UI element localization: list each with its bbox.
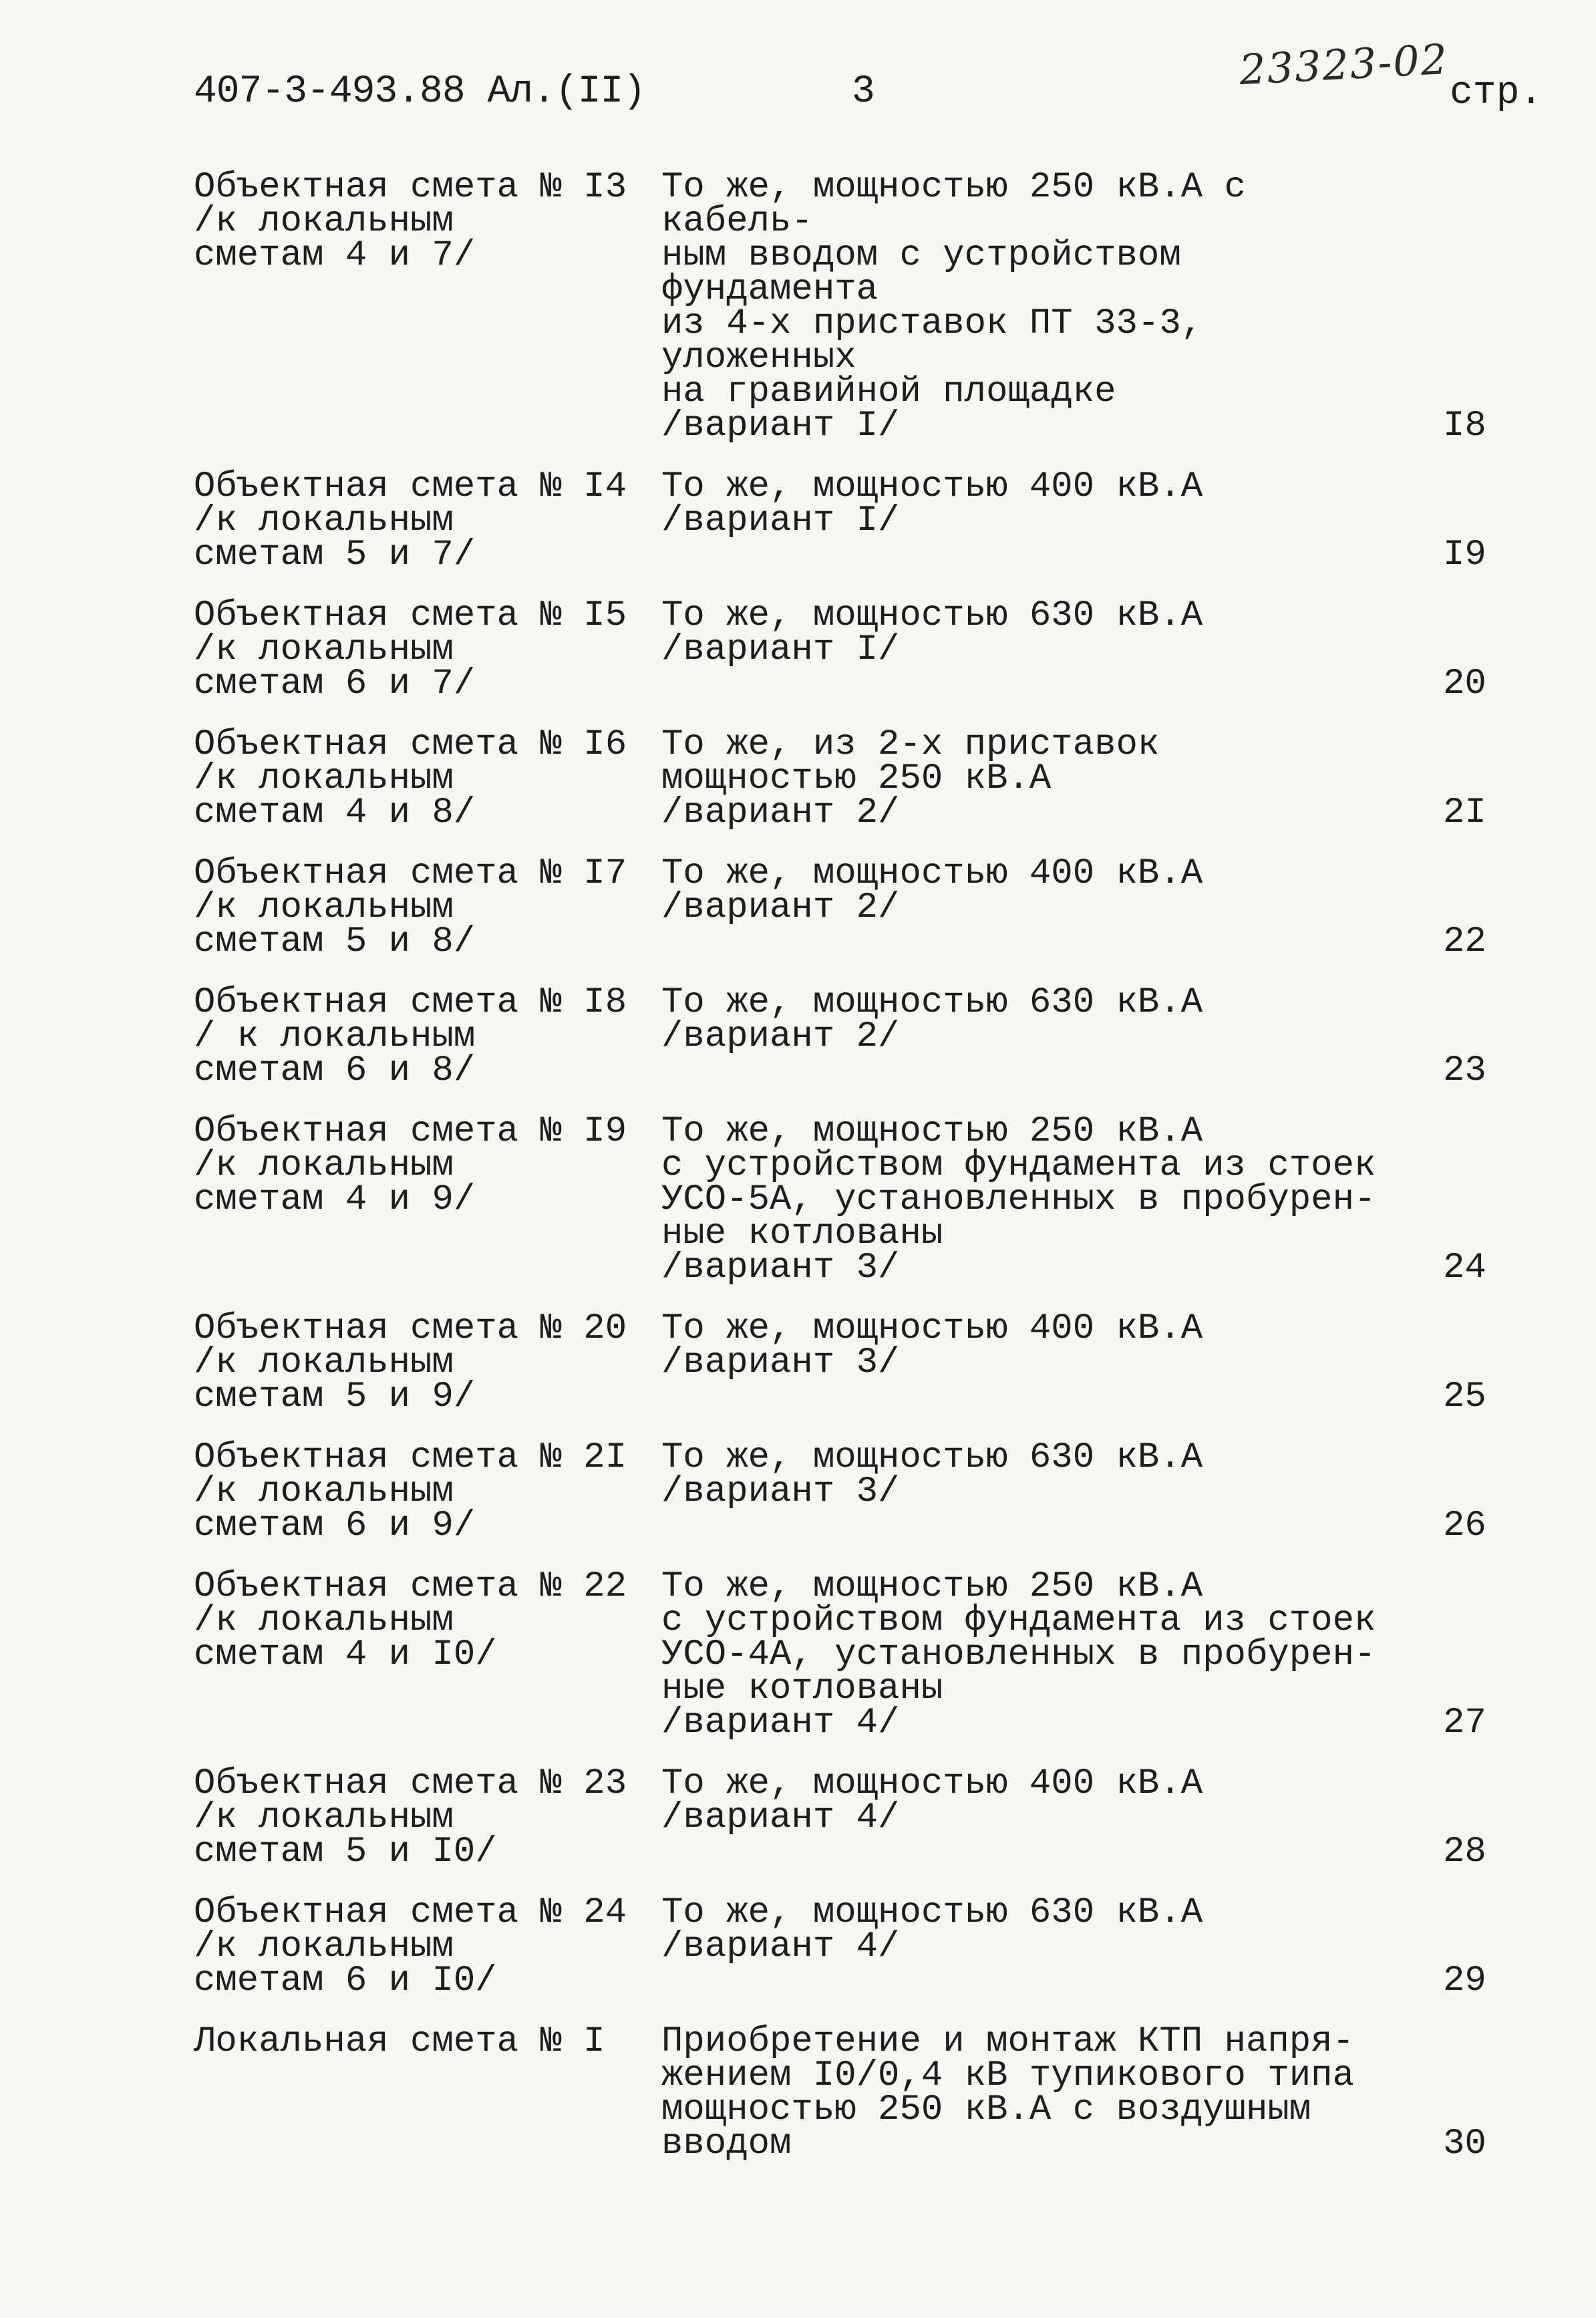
estimate-description-line: /вариант 4/ [661, 1797, 900, 1838]
estimate-description-line: жением I0/0,4 кВ тупикового типа [661, 2055, 1354, 2096]
document-code: 407-3-493.88 Ал.(II) [194, 70, 646, 114]
estimate-description-line: УСО-5А, установленных в пробурен- [661, 1179, 1376, 1220]
estimate-description [661, 1763, 1416, 1838]
estimate-description-line: /вариант I/ [661, 406, 900, 446]
estimate-description-line: То же, из 2-х приставок [661, 724, 1160, 765]
estimate-reference [194, 853, 661, 962]
estimate-reference-line: сметам 5 и I0/ [194, 1832, 497, 1872]
estimate-reference-line: сметам 4 и 9/ [194, 1179, 476, 1220]
estimate-description-line: То же, мощностью 630 кВ.А [661, 1892, 1203, 1933]
estimate-reference-line: сметам 5 и 7/ [194, 535, 476, 575]
estimate-description-line: /вариант 2/ [661, 1016, 900, 1057]
entry-page-number: 28 [1443, 1832, 1486, 1872]
contents-entry [194, 1308, 1543, 1417]
estimate-reference [194, 982, 661, 1091]
estimate-description-line: ные котлованы [661, 1213, 943, 1254]
estimate-reference-line: Объектная смета № 24 [194, 1892, 627, 1933]
estimate-reference-line: сметам 6 и I0/ [194, 1961, 497, 2001]
estimate-reference [194, 1437, 661, 1546]
estimate-description [661, 982, 1416, 1057]
entry-page-number: 2I [1443, 792, 1486, 833]
estimate-description [661, 1308, 1416, 1383]
estimate-description-line: То же, мощностью 630 кВ.А [661, 595, 1203, 636]
estimate-description-line: /вариант 3/ [661, 1471, 900, 1512]
estimate-reference-line: /к локальным [194, 1145, 454, 1186]
contents-entry [194, 982, 1543, 1091]
estimate-description [661, 1437, 1416, 1512]
contents-entry [194, 1437, 1543, 1546]
estimate-description-line: /вариант I/ [661, 500, 900, 541]
estimate-reference-line: Объектная смета № I6 [194, 724, 627, 765]
estimate-description-line: ные котлованы [661, 1669, 943, 1709]
estimate-reference-line: /к локальным [194, 1471, 454, 1512]
estimate-description-line: То же, мощностью 400 кВ.А [661, 1308, 1203, 1349]
contents-list [194, 167, 1543, 2188]
estimate-description [661, 595, 1416, 670]
contents-entry [194, 595, 1543, 704]
estimate-reference-line: сметам 6 и 7/ [194, 664, 476, 704]
estimate-description [661, 1566, 1416, 1743]
estimate-reference [194, 724, 661, 833]
estimate-description-line: То же, мощностью 400 кВ.А [661, 1763, 1203, 1804]
estimate-description-line: То же, мощностью 400 кВ.А [661, 466, 1203, 507]
estimate-reference [194, 167, 661, 276]
estimate-description-line: Приобретение и монтаж КТП напря- [661, 2021, 1354, 2062]
page-header [194, 34, 1543, 124]
estimate-reference [194, 1566, 661, 1675]
estimate-reference-line: Объектная смета № I5 [194, 595, 627, 636]
estimate-description-line: /вариант 2/ [661, 792, 900, 833]
entry-page-number: 24 [1443, 1248, 1486, 1288]
entry-page-number: 25 [1443, 1377, 1486, 1417]
estimate-reference-line: Объектная смета № I4 [194, 466, 627, 507]
estimate-description-line: То же, мощностью 250 кВ.А с кабель- [661, 167, 1246, 242]
contents-entry [194, 1892, 1543, 2001]
estimate-description-line: То же, мощностью 630 кВ.А [661, 982, 1203, 1023]
estimate-reference-line: /к локальным [194, 887, 454, 928]
estimate-description [661, 167, 1416, 446]
estimate-reference-line: сметам 6 и 8/ [194, 1050, 476, 1091]
estimate-reference-line: Объектная смета № I9 [194, 1111, 627, 1152]
estimate-description-line: с устройством фундамента из стоек [661, 1600, 1376, 1641]
estimate-description-line: /вариант 3/ [661, 1248, 900, 1288]
estimate-reference-line: Объектная смета № 20 [194, 1308, 627, 1349]
estimate-description-line: мощностью 250 кВ.А [661, 758, 1052, 799]
estimate-description [661, 2021, 1416, 2164]
estimate-description-line: УСО-4А, установленных в пробурен- [661, 1634, 1376, 1675]
contents-entry [194, 466, 1543, 575]
estimate-reference-line: Локальная смета № I [194, 2021, 605, 2062]
estimate-reference-line: /к локальным [194, 758, 454, 799]
page-number: 3 [852, 70, 875, 114]
estimate-reference-line: сметам 5 и 9/ [194, 1377, 476, 1417]
contents-entry [194, 2021, 1543, 2164]
estimate-description-line: То же, мощностью 630 кВ.А [661, 1437, 1203, 1478]
entry-page-number: 26 [1443, 1505, 1486, 1546]
estimate-reference-line: Объектная смета № 23 [194, 1763, 627, 1804]
estimate-description [661, 724, 1416, 833]
estimate-reference-line: /к локальным [194, 500, 454, 541]
estimate-reference-line: сметам 6 и 9/ [194, 1505, 476, 1546]
estimate-reference-line: сметам 4 и I0/ [194, 1634, 497, 1675]
estimate-description-line: То же, мощностью 250 кВ.А [661, 1111, 1203, 1152]
estimate-reference [194, 1308, 661, 1417]
estimate-description-line: /вариант 4/ [661, 1703, 900, 1743]
contents-entry [194, 167, 1543, 446]
estimate-description [661, 853, 1416, 928]
estimate-reference-line: Объектная смета № I3 [194, 167, 627, 208]
estimate-description-line: вводом [661, 2124, 792, 2164]
entry-page-number: 27 [1443, 1703, 1486, 1743]
estimate-description [661, 1111, 1416, 1288]
estimate-reference-line: Объектная смета № 22 [194, 1566, 627, 1607]
estimate-reference-line: /к локальным [194, 201, 454, 242]
entry-page-number: 22 [1443, 921, 1486, 962]
estimate-description-line: на гравийной площадке [661, 372, 1116, 412]
page-column-label: стр. [1450, 71, 1543, 115]
estimate-description-line: /вариант 3/ [661, 1342, 900, 1383]
estimate-description-line: То же, мощностью 400 кВ.А [661, 853, 1203, 894]
estimate-reference-line: /к локальным [194, 1342, 454, 1383]
entry-page-number: I9 [1443, 535, 1486, 575]
contents-entry [194, 1763, 1543, 1872]
estimate-reference-line: /к локальным [194, 1926, 454, 1967]
estimate-description-line: ным вводом с устройством фундамента [661, 235, 1181, 310]
entry-page-number: I8 [1443, 406, 1486, 446]
entry-page-number: 23 [1443, 1050, 1486, 1091]
entry-page-number: 29 [1443, 1961, 1486, 2001]
estimate-reference [194, 466, 661, 575]
estimate-description-line: мощностью 250 кВ.А с воздушным [661, 2089, 1311, 2130]
estimate-description-line: с устройством фундамента из стоек [661, 1145, 1376, 1186]
estimate-reference-line: сметам 5 и 8/ [194, 921, 476, 962]
estimate-description [661, 466, 1416, 541]
estimate-reference-line: / к локальным [194, 1016, 476, 1057]
contents-entry [194, 1111, 1543, 1288]
estimate-reference [194, 1763, 661, 1872]
estimate-reference [194, 1892, 661, 2001]
estimate-description-line: То же, мощностью 250 кВ.А [661, 1566, 1203, 1607]
estimate-reference-line: Объектная смета № 2I [194, 1437, 627, 1478]
estimate-reference [194, 1111, 661, 1220]
estimate-reference-line: сметам 4 и 8/ [194, 792, 476, 833]
contents-entry [194, 853, 1543, 962]
contents-entry [194, 724, 1543, 833]
estimate-description-line: /вариант I/ [661, 629, 900, 670]
estimate-reference-line: /к локальным [194, 1797, 454, 1838]
contents-entry [194, 1566, 1543, 1743]
handwritten-annotation: 23323-02 [1238, 34, 1450, 95]
estimate-reference-line: Объектная смета № I7 [194, 853, 627, 894]
estimate-reference-line: Объектная смета № I8 [194, 982, 627, 1023]
estimate-description-line: из 4-х приставок ПТ 33-3, уложенных [661, 303, 1203, 378]
entry-page-number: 20 [1443, 664, 1486, 704]
estimate-description [661, 1892, 1416, 1967]
estimate-description-line: /вариант 2/ [661, 887, 900, 928]
entry-page-number: 30 [1443, 2124, 1486, 2164]
estimate-reference [194, 595, 661, 704]
estimate-reference-line: /к локальным [194, 629, 454, 670]
estimate-reference-line: /к локальным [194, 1600, 454, 1641]
estimate-description-line: /вариант 4/ [661, 1926, 900, 1967]
estimate-reference [194, 2021, 661, 2062]
estimate-reference-line: сметам 4 и 7/ [194, 235, 476, 276]
